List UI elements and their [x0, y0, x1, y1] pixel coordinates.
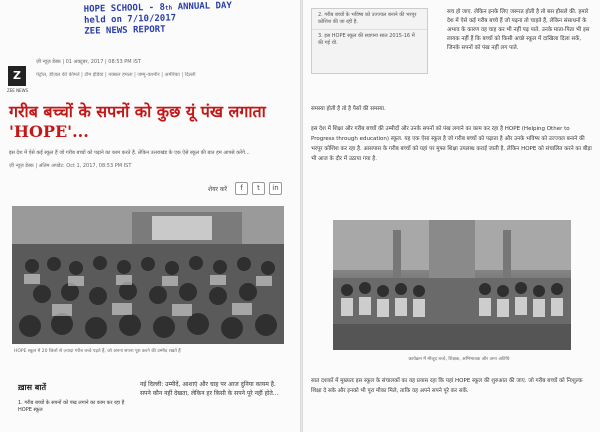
event-photo-illustration: [333, 220, 571, 350]
highlight-item: 2. गरीब बच्चों के भविष्य को उज्ज्वल बनाने की भरपूर कोशिश की जा रही है.: [318, 12, 417, 25]
facebook-share-button[interactable]: f: [235, 182, 248, 195]
site-logo[interactable]: Z: [8, 66, 26, 86]
handwritten-line-2: held on 7/10/2017: [83, 13, 177, 26]
event-photo-caption: कार्यक्रम में मौजूद बच्चे, शिक्षक, अभिभावक और अन्य अतिथि: [408, 357, 510, 362]
article-paragraph: समस्या होती है तो है पैसों की समस्या.: [311, 106, 386, 112]
site-logo-label: ZEE NEWS: [7, 88, 29, 93]
handwritten-line-3: ZEE NEWS REPORT: [84, 24, 166, 37]
share-row: [208, 182, 282, 195]
article-paragraph: इस देश में शिक्षा और गरीब बच्चों की उम्मीदों और उनके सपनों को पंख लगाने का काम कर रहा है HOPE (Helping Other to Progress through education) स्कूल. यह एक ऐसा स्कूल है जो गरीब बच्चों को पढ़ाता है और उनके भविष्य को उज्ज्वल बनाने की भरपूर कोशिश कर रहा है. आसपास के गरीब बच्चों को यहां पर मुफ्त शिक्षा उपलब्ध कराई जाती है. लेकिन HOPE को संचालित करने का बीड़ा भी आज के दौर में उठाया गया है.: [311, 126, 592, 162]
crowd-photo-illustration: [12, 206, 284, 344]
article-byline: ज़ी न्यूज़ डेस्क | अंतिम अपडेट: Oct 1, 2017, 08:53 PM IST: [9, 163, 132, 169]
article-summary: इस देश में ऐसे कई स्कूल हैं जो गरीब बच्चों को पढ़ाने का काम करते हैं. लेकिन उत्तराखंड के एक ऐसे स्कूल की बात हम आपसे करेंगे...: [9, 150, 250, 156]
article-title: गरीब बच्चों के सपनों को कुछ यूं पंख लगाता 'HOPE'...: [9, 102, 266, 141]
handwritten-note: [84, 0, 299, 38]
linkedin-share-button[interactable]: in: [269, 182, 282, 195]
highlight-item: 1. गरीब बच्चों के सपनों को पंख लगाने का काम कर रहा है HOPE स्कूल: [18, 400, 125, 413]
left-page: [0, 0, 299, 432]
highlights-title: ख़ास बातें: [18, 383, 47, 392]
article-photo: [12, 206, 284, 344]
article-lead: नई दिल्ली: उम्मीदें, आशाएं और चाह पर आज दुनिया कायम है. सपने कौन नहीं देखता, लेकिन हर किसी के सपने पूरे नहीं होते...: [140, 381, 279, 397]
highlights-list: [18, 400, 126, 414]
breadcrumb[interactable]: ज़ी न्यूज़ डेस्क | 01 अक्टूबर, 2017 | 08:53 PM IST: [36, 59, 141, 65]
event-photo: [333, 220, 571, 350]
handwritten-line-1: HOPE SCHOOL - 8th ANNUAL DAY: [83, 0, 232, 15]
twitter-share-button[interactable]: t: [252, 182, 265, 195]
photo-caption: HOPE स्कूल में 20 जिलों से ज़्यादा गरीब बच्चे पढ़ते हैं, जो अपना सपना पूरा करने की उम्मीद रखते हैं: [14, 349, 181, 354]
highlights-box: [311, 8, 428, 74]
share-label: शेयर करें: [208, 185, 227, 193]
right-page: [303, 0, 600, 432]
trending-strip[interactable]: पेट्रोल, डीज़ल की कीमतें | टीम इंडिया | नक्सल हमला | जम्मू-कश्मीर | अमेरिका | दिल्ली: [36, 72, 196, 78]
article-body-column: सच हो जाए. लेकिन इनके लिए जरूरत होती है तो बस हौसले की. हमारे देश में ऐसे कई गरीब बच्चे हैं जो पढ़ना तो चाहते हैं, लेकिन संसाधनों के अभाव के कारण वह चाह कर भी नहीं पढ़ पाते. उनके माता-पिता भी इस लायक नहीं हैं कि बच्चों को किसी अच्छे स्कूल में दाखिला दिला सकें, जिनके सपनों को पंख नहीं लग पाते.: [447, 9, 590, 51]
highlight-item: 3. इस HOPE स्कूल की स्थापना साल 2015-16 में की गई थी.: [312, 29, 427, 50]
article-paragraph: सात दशकों में मुख्यतः इस स्कूल के संचालकों का यह प्रयास रहा कि यहां HOPE स्कूल की शुरुआत की जाए. जो गरीब बच्चों को निःशुल्क शिक्षा दे सके और इनको भी पूरा मौका मिले, ताकि वह अपने सपने पूरे कर सकें.: [311, 378, 583, 394]
